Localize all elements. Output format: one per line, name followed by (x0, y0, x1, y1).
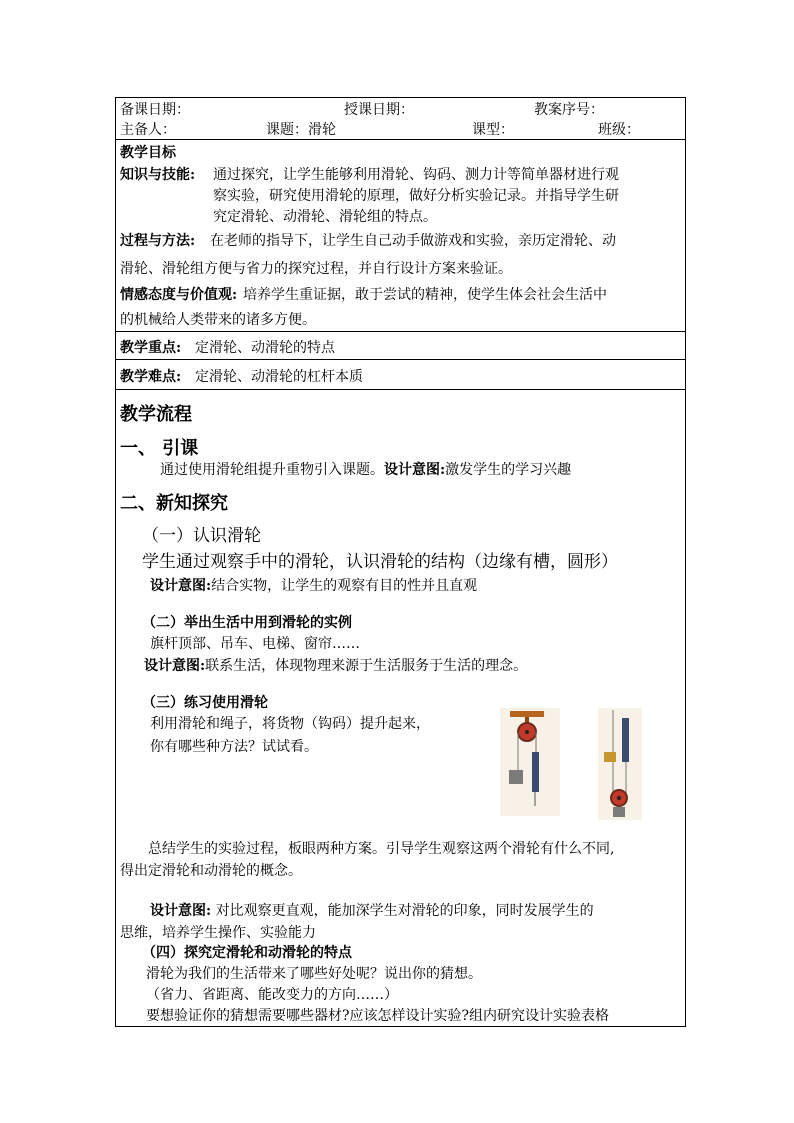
spring-scale (622, 718, 629, 762)
key-point-label: 教学重点: (120, 340, 182, 356)
section-1-heading: （一）认识滑轮 (142, 526, 261, 546)
section-3-text-2: 你有哪些种方法？试试看。 (150, 739, 318, 755)
prep-date-label: 备课日期： (120, 102, 190, 118)
difficult-point-label: 教学难点: (120, 369, 182, 385)
movable-pulley-image (598, 708, 642, 820)
knowledge-line: 察实验，研究使用滑轮的原理，做好分析实验记录。并指导学生研 (213, 188, 619, 204)
new-knowledge-heading: 二、新知探究 (120, 493, 228, 514)
topic-label: 课题：滑轮 (266, 122, 336, 138)
intro-text: 通过使用滑轮组提升重物引入课题。设计意图:激发学生的学习兴趣 (160, 462, 572, 478)
emotion-line-2: 的机械给人类带来的诸多方便。 (120, 312, 316, 328)
section-2-text: 旗杆顶部、吊车、电梯、窗帘…… (150, 636, 360, 652)
section-1-design: 设计意图:结合实物，让学生的观察有目的性并且直观 (150, 578, 478, 594)
class-label: 班级： (598, 122, 640, 138)
plan-number-label: 教案序号： (534, 102, 604, 118)
section-4-heading: （四）探究定滑轮和动滑轮的特点 (142, 945, 352, 961)
spring-scale (532, 752, 539, 792)
lead-teacher-label: 主备人： (120, 122, 176, 138)
emotion-line-1: 培养学生重证据，敢于尝试的精神，使学生体会社会生活中 (243, 287, 607, 303)
key-point-text: 定滑轮、动滑轮的特点 (195, 340, 335, 356)
section-4-text-2: （省力、省距离、能改变力的方向……） (146, 987, 398, 1003)
intro-heading: 一、 引课 (120, 438, 199, 459)
knowledge-line: 究定滑轮、动滑轮、滑轮组的特点。 (213, 209, 437, 225)
process-line-1: 在老师的指导下，让学生自己动手做游戏和实验，亲历定滑轮、动 (210, 233, 616, 249)
mount-bar (510, 711, 544, 717)
section-4-text-1: 滑轮为我们的生活带来了哪些好处呢？说出你的猜想。 (146, 966, 482, 982)
weight-block (613, 807, 625, 817)
process-line-2: 滑轮、滑轮组方便与省力的探究过程，并自行设计方案来验证。 (120, 261, 512, 277)
keypoint-divider (115, 359, 685, 360)
weight-block (509, 770, 523, 784)
header-divider (115, 139, 685, 140)
section-3-design-line-1: 设计意图: 对比观察更直观，能加深学生对滑轮的印象，同时发展学生的 (150, 903, 594, 919)
objectives-divider (115, 331, 685, 332)
knowledge-line: 通过探究，让学生能够利用滑轮、钩码、测力计等简单器材进行观 (213, 167, 619, 183)
section-3-text-1: 利用滑轮和绳子，将货物（钩码）提升起来， (150, 716, 430, 732)
lesson-type-label: 课型： (472, 122, 514, 138)
section-3-design-line-2: 思维，培养学生操作、实验能力 (120, 925, 316, 941)
table-border-right (685, 97, 686, 1027)
difficult-point-text: 定滑轮、动滑轮的杠杆本质 (195, 369, 363, 385)
section-3-heading: （三）练习使用滑轮 (142, 695, 268, 711)
section-2-heading: （二）举出生活中用到滑轮的实例 (142, 615, 352, 631)
section-2-design: 设计意图:联系生活，体现物理来源于生活服务于生活的理念。 (144, 658, 528, 674)
table-border-left (115, 97, 116, 1027)
emotion-label: 情感态度与价值观: (120, 287, 238, 303)
fixed-pulley-image (500, 708, 560, 816)
flow-title: 教学流程 (120, 404, 192, 425)
table-border-bottom (115, 1026, 685, 1027)
summary-line-1: 总结学生的实验过程，板眼两种方案。引导学生观察这两个滑轮有什么不同, (148, 841, 615, 857)
teach-date-label: 授课日期： (344, 102, 414, 118)
difficult-divider (115, 389, 685, 390)
knowledge-label: 知识与技能: (120, 167, 196, 183)
section-1-text: 学生通过观察手中的滑轮，认识滑轮的结构（边缘有槽，圆形） (142, 552, 618, 572)
process-label: 过程与方法: (120, 233, 196, 249)
summary-line-2: 得出定滑轮和动滑轮的概念。 (120, 863, 302, 879)
table-border-top (115, 97, 685, 98)
section-4-text-3: 要想验证你的猜想需要哪些器材?应该怎样设计实验?组内研究设计实验表格 (146, 1008, 610, 1024)
objectives-title: 教学目标 (120, 145, 176, 161)
